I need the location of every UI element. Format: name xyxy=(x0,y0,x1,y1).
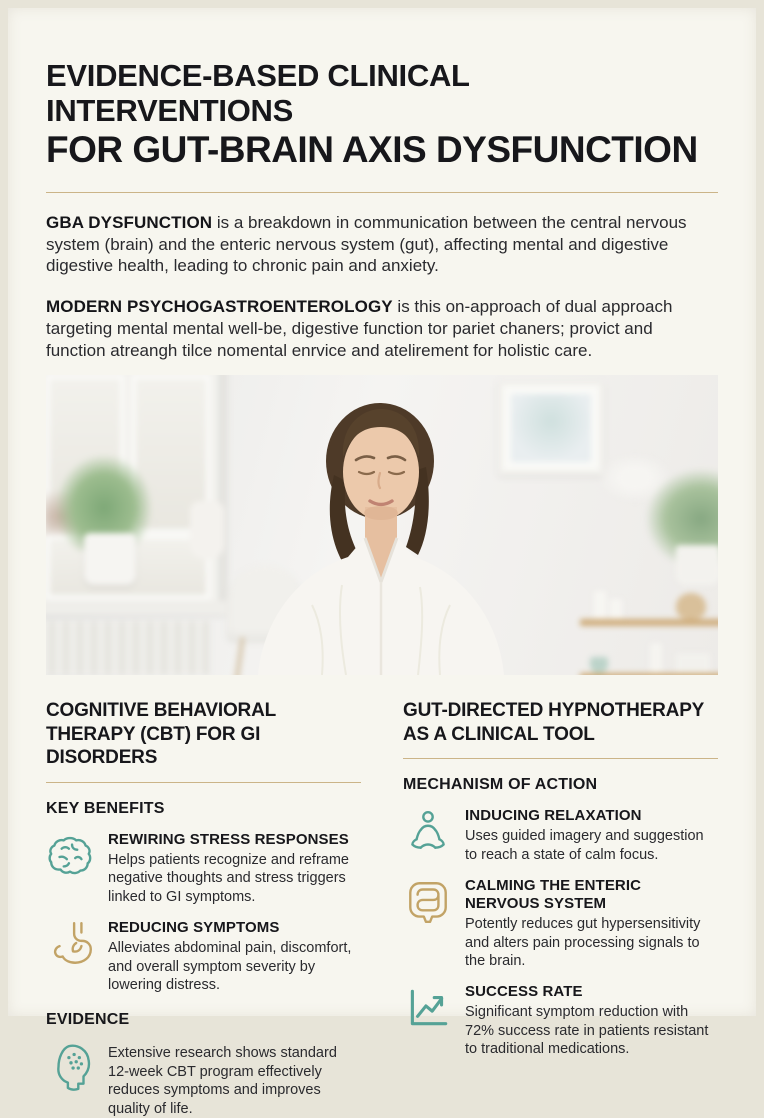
infographic-page xyxy=(8,8,756,1117)
photo-candle xyxy=(610,599,622,619)
hypnotherapy-column-header: GUT-DIRECTED HYPNOTHERAPY AS A CLINICAL TOOL xyxy=(403,700,704,745)
evidence-body: Extensive research shows standard 12-week CBT program effectively reduces symptoms and improves quality of life. xyxy=(108,1045,337,1117)
page-title-line1: EVIDENCE-BASED CLINICAL INTERVENTIONS xyxy=(46,58,470,129)
intro-text-gba: is a breakdown in communication between the central nervous system (brain) and the enteric nervous system (gut), affecting mental and digestive digestive health, leading to chronic pain and anxiety. xyxy=(46,212,687,276)
photo-basket xyxy=(676,593,706,619)
list-item-evidence xyxy=(46,1042,361,1118)
photo-woman xyxy=(242,375,522,675)
photo-candle xyxy=(594,591,606,619)
reducing-body: Alleviates abdominal pain, discomfort, and overall symptom severity by lowering distress. xyxy=(108,940,352,993)
photo-windowsill xyxy=(46,601,240,615)
page-title-line2: FOR GUT-BRAIN AXIS DYSFUNCTION xyxy=(46,128,698,170)
photo-shelf-bar xyxy=(580,619,718,626)
reducing-heading: REDUCING SYMPTOMS xyxy=(108,919,280,937)
intro-lead-gba: GBA DYSFUNCTION xyxy=(46,212,213,232)
chart-icon xyxy=(403,983,453,1033)
head-brain-icon xyxy=(46,1042,96,1092)
mechanism-title: MECHANISM OF ACTION xyxy=(403,776,598,794)
evidence-title: EVIDENCE xyxy=(46,1011,130,1029)
list-item-relaxation xyxy=(403,807,718,864)
title-divider xyxy=(46,192,718,193)
list-item-reducing xyxy=(46,919,361,994)
stomach-icon xyxy=(46,919,96,969)
hypnotherapy-column-divider xyxy=(403,758,718,759)
photo-shelf xyxy=(580,591,718,675)
success-body: Significant symptom reduction with 72% success rate in patients resistant to traditional medications. xyxy=(465,1004,709,1058)
photo-bottle xyxy=(650,643,662,673)
photo-teacup xyxy=(590,657,608,673)
relaxation-heading: INDUCING RELAXATION xyxy=(465,807,642,825)
success-heading: SUCCESS RATE xyxy=(465,983,583,1001)
photo-radiator xyxy=(46,621,210,675)
list-item-success xyxy=(403,983,718,1058)
rewiring-heading: REWIRING STRESS RESPONSES xyxy=(108,830,349,848)
intro-paragraph-gba xyxy=(46,212,714,277)
key-benefits-title: KEY BENEFITS xyxy=(46,799,165,817)
photo-plant-pot xyxy=(84,533,136,585)
list-item-calming xyxy=(403,877,718,970)
photo-plant-pot-right xyxy=(676,545,718,585)
meditation-icon xyxy=(403,807,453,857)
rewiring-body: Helps patients recognize and reframe negative thoughts and stress triggers linked to GI symptoms. xyxy=(108,851,349,905)
intestines-icon xyxy=(403,877,453,927)
calming-body: Potently reduces gut hypersensitivity and alters pain processing signals to the brain. xyxy=(465,916,701,969)
intro-text-psychogastro: is this on-approach of dual approach targeting mental mental well-be, digestive function tor pariet chaners; provict and function atreangh tilce nomental enrvice and atelirement for holistic care. xyxy=(46,297,673,360)
page-title xyxy=(46,59,718,170)
photo-box xyxy=(676,653,710,673)
photo-vase xyxy=(190,501,224,559)
photo-wall-art xyxy=(511,394,591,462)
meditation-photo xyxy=(46,375,718,675)
intro-lead-psychogastro: MODERN PSYCHOGASTROENTEROLOGY xyxy=(46,297,393,316)
photo-shelf-bar xyxy=(580,673,718,675)
cbt-column-divider xyxy=(46,782,361,783)
brain-icon xyxy=(46,831,96,881)
cbt-column-header: COGNITIVE BEHAVIORAL THERAPY (CBT) FOR GI DISORDERS xyxy=(46,700,276,769)
cbt-column xyxy=(46,699,361,1118)
relaxation-body: Uses guided imagery and suggestion to reach a state of calm focus. xyxy=(465,828,704,863)
calming-heading: CALMING THE ENTERIC NERVOUS SYSTEM xyxy=(465,877,642,913)
list-item-rewiring xyxy=(46,831,361,906)
intro-paragraph-psychogastro xyxy=(46,296,714,361)
hypnotherapy-column xyxy=(403,699,718,1118)
